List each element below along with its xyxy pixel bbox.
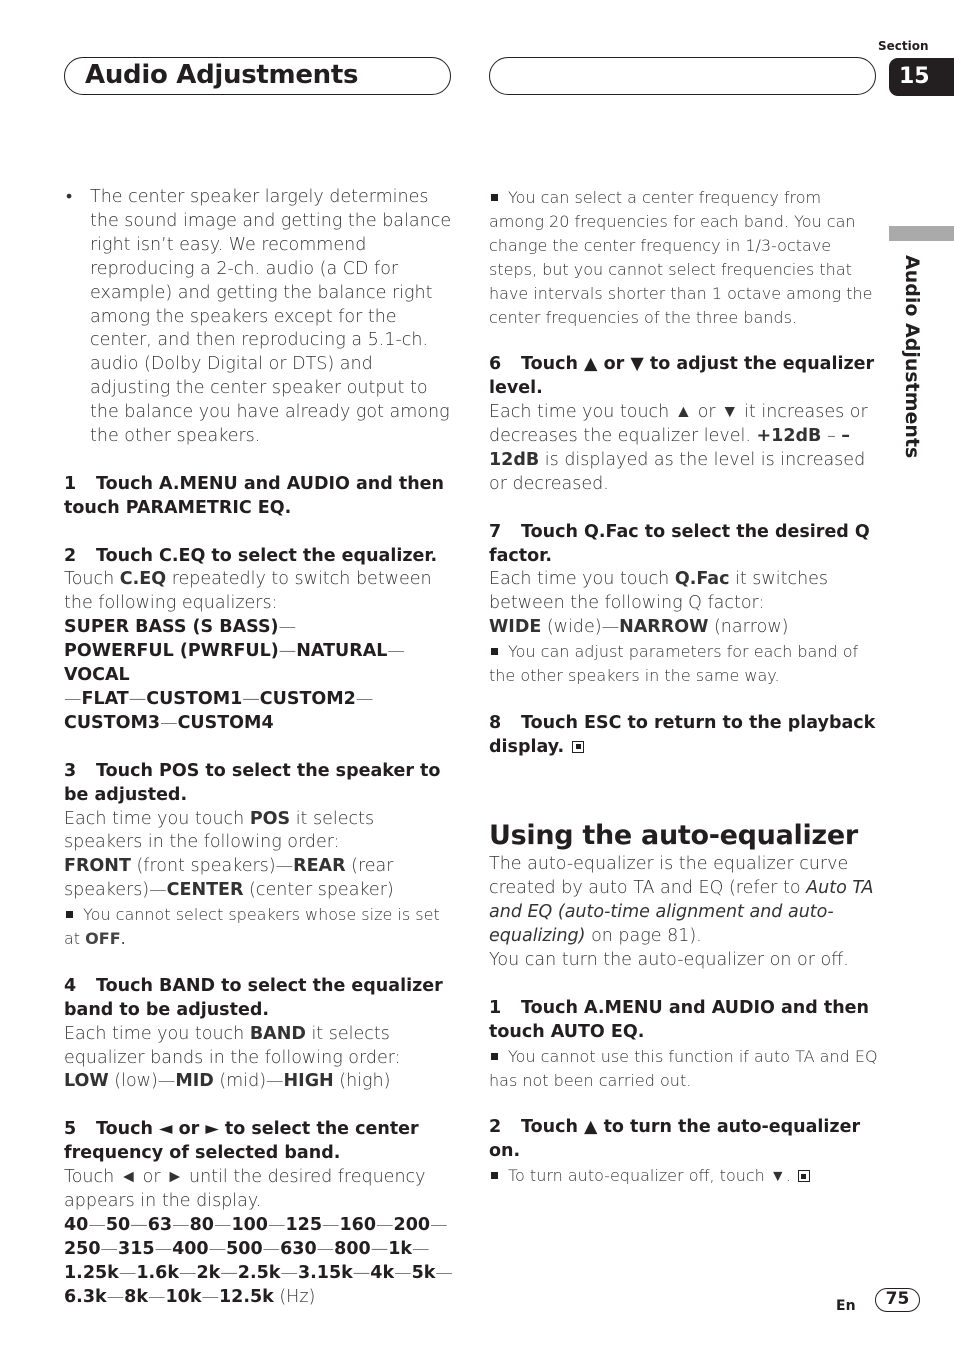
auto-step-2-note: To turn auto-equalizer off, touch ▼.	[489, 1164, 879, 1188]
step-8: 8 Touch ESC to return to the playback display.	[489, 712, 876, 757]
note-square-icon	[491, 648, 498, 655]
frequency-value: 2.5k	[237, 1262, 281, 1283]
frequency-value: 500	[226, 1238, 263, 1259]
step-1: 1 Touch A.MENU and AUDIO and then touch PARAMETRIC EQ.	[64, 473, 445, 518]
step-7-body: Each time you touch Q.Fac it switches between the following Q factor:	[489, 569, 829, 614]
frequency-value: 2k	[196, 1262, 221, 1283]
step-7: 7 Touch Q.Fac to select the desired Q factor.	[489, 521, 870, 566]
step-4-body: Each time you touch BAND it selects equalizer bands in the following order:	[64, 1023, 401, 1068]
frequency-value: 630	[280, 1238, 317, 1259]
frequency-value: 10k	[165, 1286, 202, 1307]
step-6-body: Each time you touch ▲ or ▼ it increases or decreases the equalizer level. +12dB – –12dB is displayed as the level is increased or decreased.	[489, 402, 868, 494]
end-mark-icon	[798, 1170, 810, 1182]
frequency-value: 4k	[370, 1262, 395, 1283]
step-6: 6 Touch ▲ or ▼ to adjust the equalizer level.	[489, 354, 875, 399]
frequency-value: 315	[118, 1238, 155, 1259]
intro-bullet: • The center speaker largely determines the sound image and getting the balance right isn’t easy. We recommend reproducing a 2-ch. audio (a CD for example) and getting the balance right among the speakers except for the center, and then reproducing a 5.1-ch. audio (Dolby Digital or DTS) and adjusting the center speaker output to the balance you have already got among the other speakers.	[64, 186, 454, 449]
frequency-value: 8k	[124, 1286, 148, 1307]
step-3-body: Each time you touch POS it selects speakers in the following order:	[64, 808, 375, 853]
frequency-value: 1k	[388, 1238, 413, 1259]
frequency-value: 40	[64, 1214, 89, 1235]
side-label: Audio Adjustments	[901, 255, 923, 459]
section-label: Section	[878, 39, 929, 53]
frequency-value: 800	[334, 1238, 371, 1259]
language-label: En	[836, 1298, 856, 1314]
header-blank-box	[489, 57, 876, 95]
step-4: 4 Touch BAND to select the equalizer band to be adjusted.	[64, 975, 443, 1020]
left-column	[64, 186, 454, 1310]
frequency-value: 1.6k	[136, 1262, 179, 1283]
note-square-icon	[491, 194, 498, 201]
frequency-value: 63	[147, 1214, 173, 1235]
section-number: 15	[889, 58, 954, 96]
step-3: 3 Touch POS to select the speaker to be adjusted.	[64, 760, 441, 805]
step-5: 5 Touch ◄ or ► to select the center frequency of selected band.	[64, 1119, 419, 1164]
auto-eq-intro: The auto-equalizer is the equalizer curve created by auto TA and EQ (refer to Auto TA and EQ (auto-time alignment and auto-equalizing) on page 81).	[489, 854, 874, 947]
q-factor-order: WIDE (wide)—NARROW (narrow)	[489, 617, 789, 638]
frequency-value: 1.25k	[64, 1262, 119, 1283]
frequency-value: 5k	[411, 1262, 436, 1283]
frequency-list: 40—50—63—80—100—125—160—200— 250—315—400—500—630—800—1k— 1.25k—1.6k—2k—2.5k—3.15k—4k—5k— 6.3k—8k—10k—12.5k (Hz)	[64, 1214, 453, 1307]
note-square-icon	[66, 911, 73, 918]
band-order: LOW (low)—MID (mid)—HIGH (high)	[64, 1071, 391, 1092]
frequency-value: 100	[231, 1214, 268, 1235]
step-7-note: You can adjust parameters for each band of the other speakers in the same way.	[489, 642, 859, 686]
side-tab	[889, 226, 954, 241]
right-column	[489, 186, 879, 1188]
frequency-value: 250	[64, 1238, 101, 1259]
frequency-value: 50	[105, 1214, 131, 1235]
frequency-value: 160	[339, 1214, 377, 1235]
frequency-value: 80	[189, 1214, 214, 1235]
page-title: Audio Adjustments	[85, 60, 359, 90]
step-3-note: You cannot select speakers whose size is set at OFF.	[64, 905, 440, 949]
step-2: 2 Touch C.EQ to select the equalizer.	[64, 545, 438, 566]
frequency-unit: (Hz)	[273, 1286, 316, 1307]
header-title-box	[64, 57, 451, 95]
note-square-icon	[491, 1172, 498, 1179]
frequency-note: You can select a center frequency from among 20 frequencies for each band. You can change the center frequency in 1/3-octave steps, but you cannot select frequencies that have intervals shorter than 1 octave among the center frequencies of the three bands.	[489, 188, 873, 327]
frequency-value: 400	[172, 1238, 209, 1259]
section-heading: Using the auto-equalizer	[489, 820, 858, 852]
auto-eq-toggle-text: You can turn the auto-equalizer on or off.	[489, 950, 849, 971]
page-number: 75	[875, 1288, 920, 1312]
end-mark-icon	[572, 741, 584, 753]
frequency-value: 125	[285, 1214, 322, 1235]
step-5-body: Touch ◄ or ► until the desired frequency appears in the display.	[64, 1167, 426, 1211]
frequency-value: 3.15k	[297, 1262, 353, 1283]
step-2-body: Touch C.EQ repeatedly to switch between the following equalizers:	[64, 569, 432, 614]
auto-step-1-note: You cannot use this function if auto TA and EQ has not been carried out.	[489, 1046, 878, 1090]
frequency-value: 6.3k	[64, 1286, 107, 1307]
auto-step-2: 2 Touch ▲ to turn the auto-equalizer on.	[489, 1117, 861, 1162]
frequency-value: 12.5k	[218, 1286, 274, 1307]
note-square-icon	[491, 1053, 498, 1060]
auto-step-1: 1 Touch A.MENU and AUDIO and then touch AUTO EQ.	[489, 997, 870, 1042]
frequency-value: 200	[393, 1214, 431, 1235]
equalizer-list: SUPER BASS (S BASS)— POWERFUL (PWRFUL)—NATURAL—VOCAL —FLAT—CUSTOM1—CUSTOM2— CUSTOM3—CUSTOM4	[64, 617, 405, 733]
speaker-order: FRONT (front speakers)—REAR (rear speakers)—CENTER (center speaker)	[64, 856, 394, 901]
